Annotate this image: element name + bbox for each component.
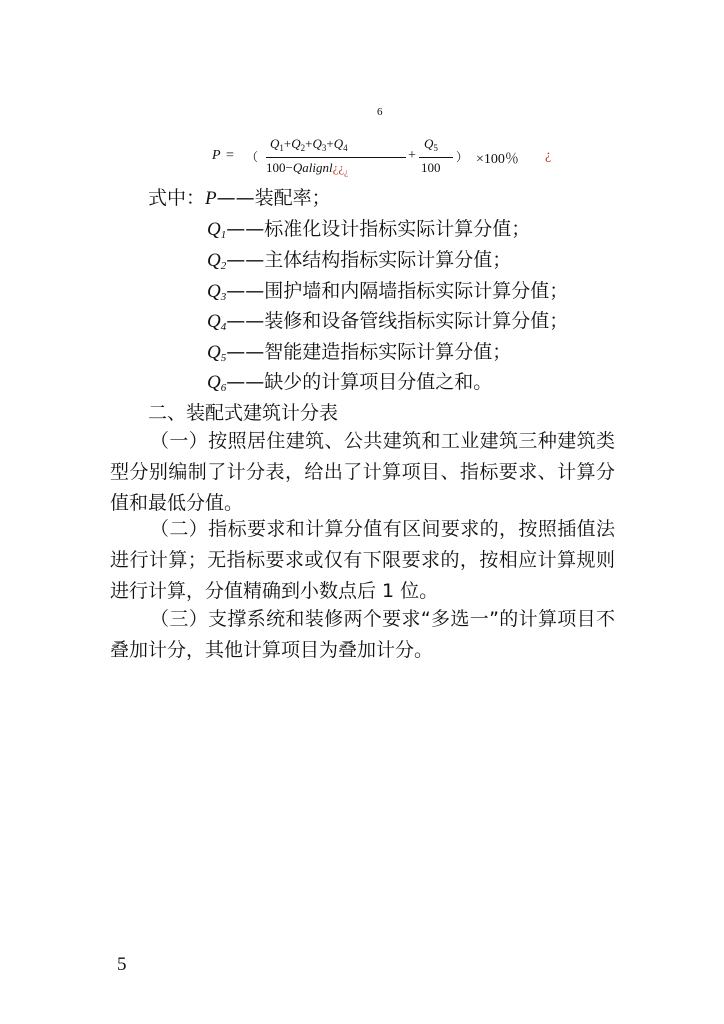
paragraph-1: （一）按照居住建筑、公共建筑和工业建筑三种建筑类型分别编制了计分表，给出了计算项目、指标要求、计算分值和最低分值。 <box>110 430 615 514</box>
assembly-rate-formula <box>212 136 612 180</box>
definition-q6: $Q_6——$缺少的计算项目分值之和。 <box>207 371 493 394</box>
definition-q1: $Q_1——$标准化设计指标实际计算分值； <box>207 218 531 241</box>
top-page-marker: 6 <box>377 106 383 118</box>
formula-plus: + <box>408 148 416 163</box>
definition-p <box>148 183 331 210</box>
fraction-bar-2 <box>419 157 453 158</box>
formula-trailing-glyph: ¿ <box>545 148 552 163</box>
definition-q3: $Q_3——$围护墙和内隔墙指标实际计算分值； <box>207 280 569 303</box>
formula-denominator-1: $100-Qalignl¿¿_¿$ <box>266 160 349 177</box>
definition-q5: $Q_5——$智能建造指标实际计算分值； <box>207 341 512 364</box>
definition-q4: $Q_4——$装修和设备管线指标实际计算分值； <box>207 310 569 333</box>
section-heading: 二、装配式建筑计分表 <box>148 402 339 424</box>
definition-p-text: ——装配率； <box>216 187 331 209</box>
formula-lhs: P <box>212 148 221 163</box>
paragraph-3: （三）支撑系统和装修两个要求“多选一”的计算项目不叠加计分，其他计算项目为叠加计分。 <box>110 608 615 661</box>
formula-numerator-2: $Q_5$ <box>424 136 438 153</box>
formula-times-100-percent: ×100％ <box>476 152 519 167</box>
formula-denominator-2: 100 <box>421 160 441 175</box>
formula-open-paren: （ <box>246 150 259 164</box>
definition-p-var: P <box>205 188 217 209</box>
definition-q2: $Q_2——$主体结构指标实际计算分值； <box>207 249 512 272</box>
page-number: 5 <box>117 954 127 975</box>
paragraph-2: （二）指标要求和计算分值有区间要求的，按照插值法进行计算；无指标要求或仅有下限要求的，按相应计算规则进行计算，分值精确到小数点后 1 位。 <box>110 518 615 602</box>
formula-numerator-1: $Q_1+Q_2+Q_3+Q_4$ <box>270 136 348 153</box>
fraction-bar-1 <box>266 157 406 158</box>
definition-intro: 式中： <box>148 187 206 209</box>
formula-close-paren: ） <box>456 150 469 164</box>
formula-equals: = <box>226 148 234 163</box>
